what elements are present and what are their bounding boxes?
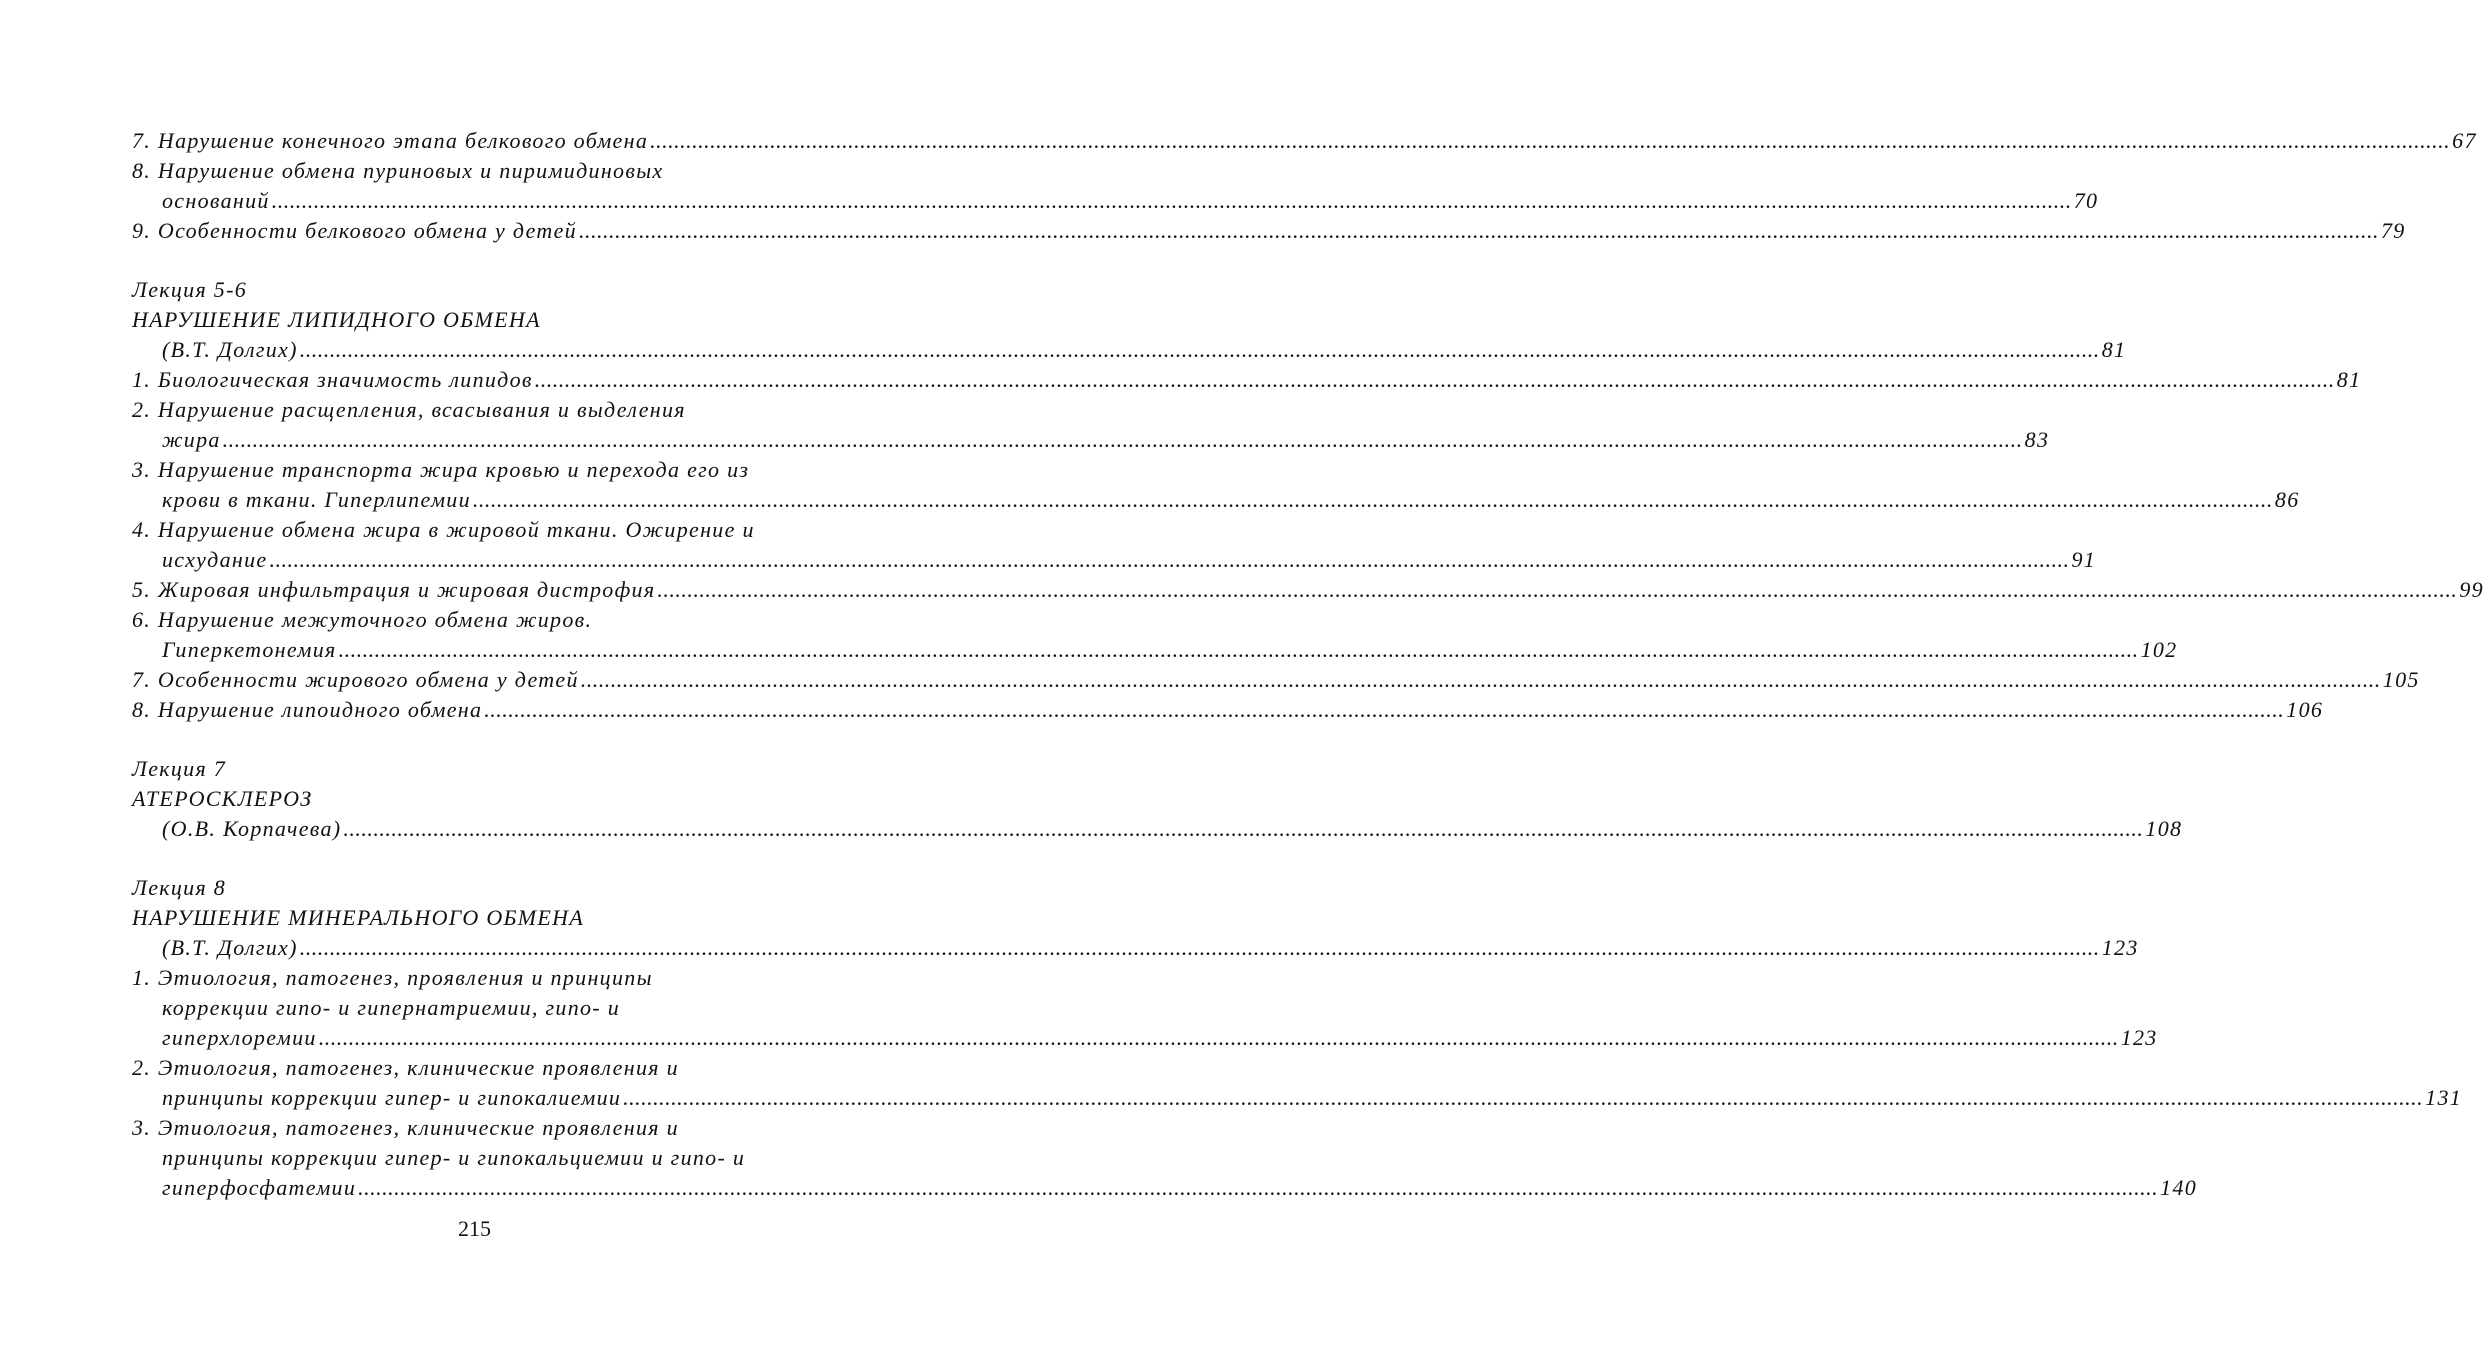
toc-entry-title: 2. Этиология, патогенез, клинические проявления и (132, 1055, 679, 1080)
toc-entry-page: 67 (2452, 128, 2477, 153)
toc-leader-dots: ............................................................................................................................................................................................................................................................................................................ (623, 1085, 2424, 1110)
toc-entry-title: Лекция 8 (132, 875, 227, 900)
toc-leader-dots: ............................................................................................................................................................................................................................................................................................................ (338, 637, 2139, 662)
toc-entry (132, 307, 828, 337)
toc-leader-dots: ............................................................................................................................................................................................................................................................................................................ (484, 697, 2285, 722)
toc-entry-page: 123 (2101, 935, 2139, 960)
toc-entry-title: коррекции гипо- и гипернатриемии, гипо- и (162, 995, 621, 1020)
toc-entry (132, 905, 828, 935)
toc-entry-title: принципы коррекции гипер- и гипокалиемии (162, 1085, 622, 1110)
toc-entry (132, 607, 828, 637)
toc-entry (132, 367, 2362, 397)
toc-entry-title: принципы коррекции гипер- и гипокальциемии и гипо- и (162, 1145, 746, 1170)
toc-entry-title: 5. Жировая инфильтрация и жировая дистрофия (132, 577, 656, 602)
toc-entry-title: Лекция 5-6 (132, 277, 248, 302)
toc-entry (162, 427, 2050, 457)
toc-leader-dots: ............................................................................................................................................................................................................................................................................................................ (318, 1025, 2119, 1050)
toc-entry (162, 188, 2099, 218)
toc-entry-page: 81 (2336, 367, 2362, 392)
toc-entry-title: 2. Нарушение расщепления, всасывания и выделения (132, 397, 686, 422)
toc-entry-title: гиперфосфатемии (162, 1175, 357, 1200)
toc-entry (132, 697, 2324, 727)
toc-entry (132, 1115, 828, 1145)
toc-entry-title: 1. Этиология, патогенез, проявления и принципы (132, 965, 653, 990)
toc-entry-page: 70 (2073, 188, 2099, 213)
toc-entry (132, 577, 2484, 607)
toc-entry-title: 1. Биологическая значимость липидов (132, 367, 533, 392)
toc-entry-page: 105 (2382, 667, 2420, 692)
toc-entry (132, 667, 2420, 697)
toc-leader-dots: ............................................................................................................................................................................................................................................................................................................ (269, 547, 2070, 572)
toc-entry-title: исхудание (162, 547, 268, 572)
toc-entry-title: АТЕРОСКЛЕРОЗ (132, 786, 313, 811)
toc-leader-dots: ............................................................................................................................................................................................................................................................................................................ (299, 337, 2100, 362)
toc-entry (162, 995, 828, 1025)
toc-entry-title: 3. Этиология, патогенез, клинические проявления и (132, 1115, 679, 1140)
toc-entry-page: 131 (2425, 1085, 2463, 1110)
toc-entry-title: крови в ткани. Гиперлипемии (162, 487, 471, 512)
toc-entry-title: жира (162, 427, 221, 452)
toc-leader-dots: ............................................................................................................................................................................................................................................................................................................ (534, 367, 2335, 392)
toc-entry (162, 1025, 2158, 1055)
toc-entry (162, 337, 2127, 367)
toc-entry-title: оснований (162, 188, 270, 213)
toc-entry-title: 4. Нарушение обмена жира в жировой ткани. Ожирение и (132, 517, 755, 542)
toc-leader-dots: ............................................................................................................................................................................................................................................................................................................ (580, 667, 2381, 692)
toc-entry (162, 1175, 2198, 1205)
toc-entry-page: 91 (2071, 547, 2097, 572)
toc-leader-dots: ............................................................................................................................................................................................................................................................................................................ (222, 427, 2023, 452)
page-number: 215 (458, 1216, 491, 1241)
toc-leader-dots: ............................................................................................................................................................................................................................................................................................................ (650, 128, 2451, 153)
toc-entry (132, 397, 828, 427)
toc-entry-page: 86 (2274, 487, 2300, 512)
toc-entry (132, 786, 828, 816)
toc-entry (162, 547, 2097, 577)
toc-entry (132, 457, 828, 487)
toc-entry-page: 102 (2140, 637, 2178, 662)
toc-entry-title: 9. Особенности белкового обмена у детей (132, 218, 577, 243)
toc-entry (132, 277, 828, 307)
toc-leader-dots: ............................................................................................................................................................................................................................................................................................................ (343, 816, 2144, 841)
toc-entry (162, 816, 2183, 846)
toc-entry-title: 8. Нарушение обмена пуриновых и пиримидиновых (132, 158, 664, 183)
toc-entry-title: (В.Т. Долгих) (162, 337, 298, 362)
toc-leader-dots: ............................................................................................................................................................................................................................................................................................................ (299, 935, 2100, 960)
toc-entry (162, 1145, 828, 1175)
toc-entry-title: НАРУШЕНИЕ МИНЕРАЛЬНОГО ОБМЕНА (132, 905, 585, 930)
toc-leader-dots: ............................................................................................................................................................................................................................................................................................................ (472, 487, 2273, 512)
toc-entry-page: 81 (2101, 337, 2127, 362)
toc-entry-page: 140 (2160, 1175, 2198, 1200)
toc-entry-page: 106 (2286, 697, 2324, 722)
toc-entry-title: 6. Нарушение межуточного обмена жиров. (132, 607, 593, 632)
toc-entry-title: 3. Нарушение транспорта жира кровью и перехода его из (132, 457, 750, 482)
toc-leader-dots: ............................................................................................................................................................................................................................................................................................................ (358, 1175, 2159, 1200)
toc-entry (162, 1085, 2463, 1115)
toc-entry (132, 875, 828, 905)
toc-entry (132, 517, 828, 547)
toc-entry (162, 637, 2178, 667)
toc-entry (162, 487, 2300, 517)
toc-entry-title: гиперхлоремии (162, 1025, 317, 1050)
toc-entry (132, 756, 828, 786)
toc-entry-title: (О.В. Корпачева) (162, 816, 342, 841)
toc-entry-title: 7. Нарушение конечного этапа белкового обмена (132, 128, 649, 153)
toc-entry-title: 8. Нарушение липоидного обмена (132, 697, 483, 722)
toc-entry-title: НАРУШЕНИЕ ЛИПИДНОГО ОБМЕНА (132, 307, 541, 332)
toc-entry (132, 965, 828, 995)
toc-entry-page: 99 (2459, 577, 2484, 602)
toc-entry (132, 218, 2406, 248)
toc-entry-title: Гиперкетонемия (162, 637, 337, 662)
toc-entry-page: 108 (2145, 816, 2183, 841)
toc-leader-dots: ............................................................................................................................................................................................................................................................................................................ (578, 218, 2379, 243)
toc-entry-page: 79 (2380, 218, 2406, 243)
toc-entry (132, 1055, 828, 1085)
toc-entry-page: 123 (2120, 1025, 2158, 1050)
toc-entry (132, 158, 828, 188)
toc-entry-title: 7. Особенности жирового обмена у детей (132, 667, 579, 692)
toc-entry (162, 935, 2139, 965)
toc-entry-title: Лекция 7 (132, 756, 227, 781)
toc-entry-page: 83 (2024, 427, 2050, 452)
toc-entry-title: (В.Т. Долгих) (162, 935, 298, 960)
toc-entry (132, 128, 2477, 158)
toc-leader-dots: ............................................................................................................................................................................................................................................................................................................ (657, 577, 2458, 602)
toc-leader-dots: ............................................................................................................................................................................................................................................................................................................ (271, 188, 2072, 213)
